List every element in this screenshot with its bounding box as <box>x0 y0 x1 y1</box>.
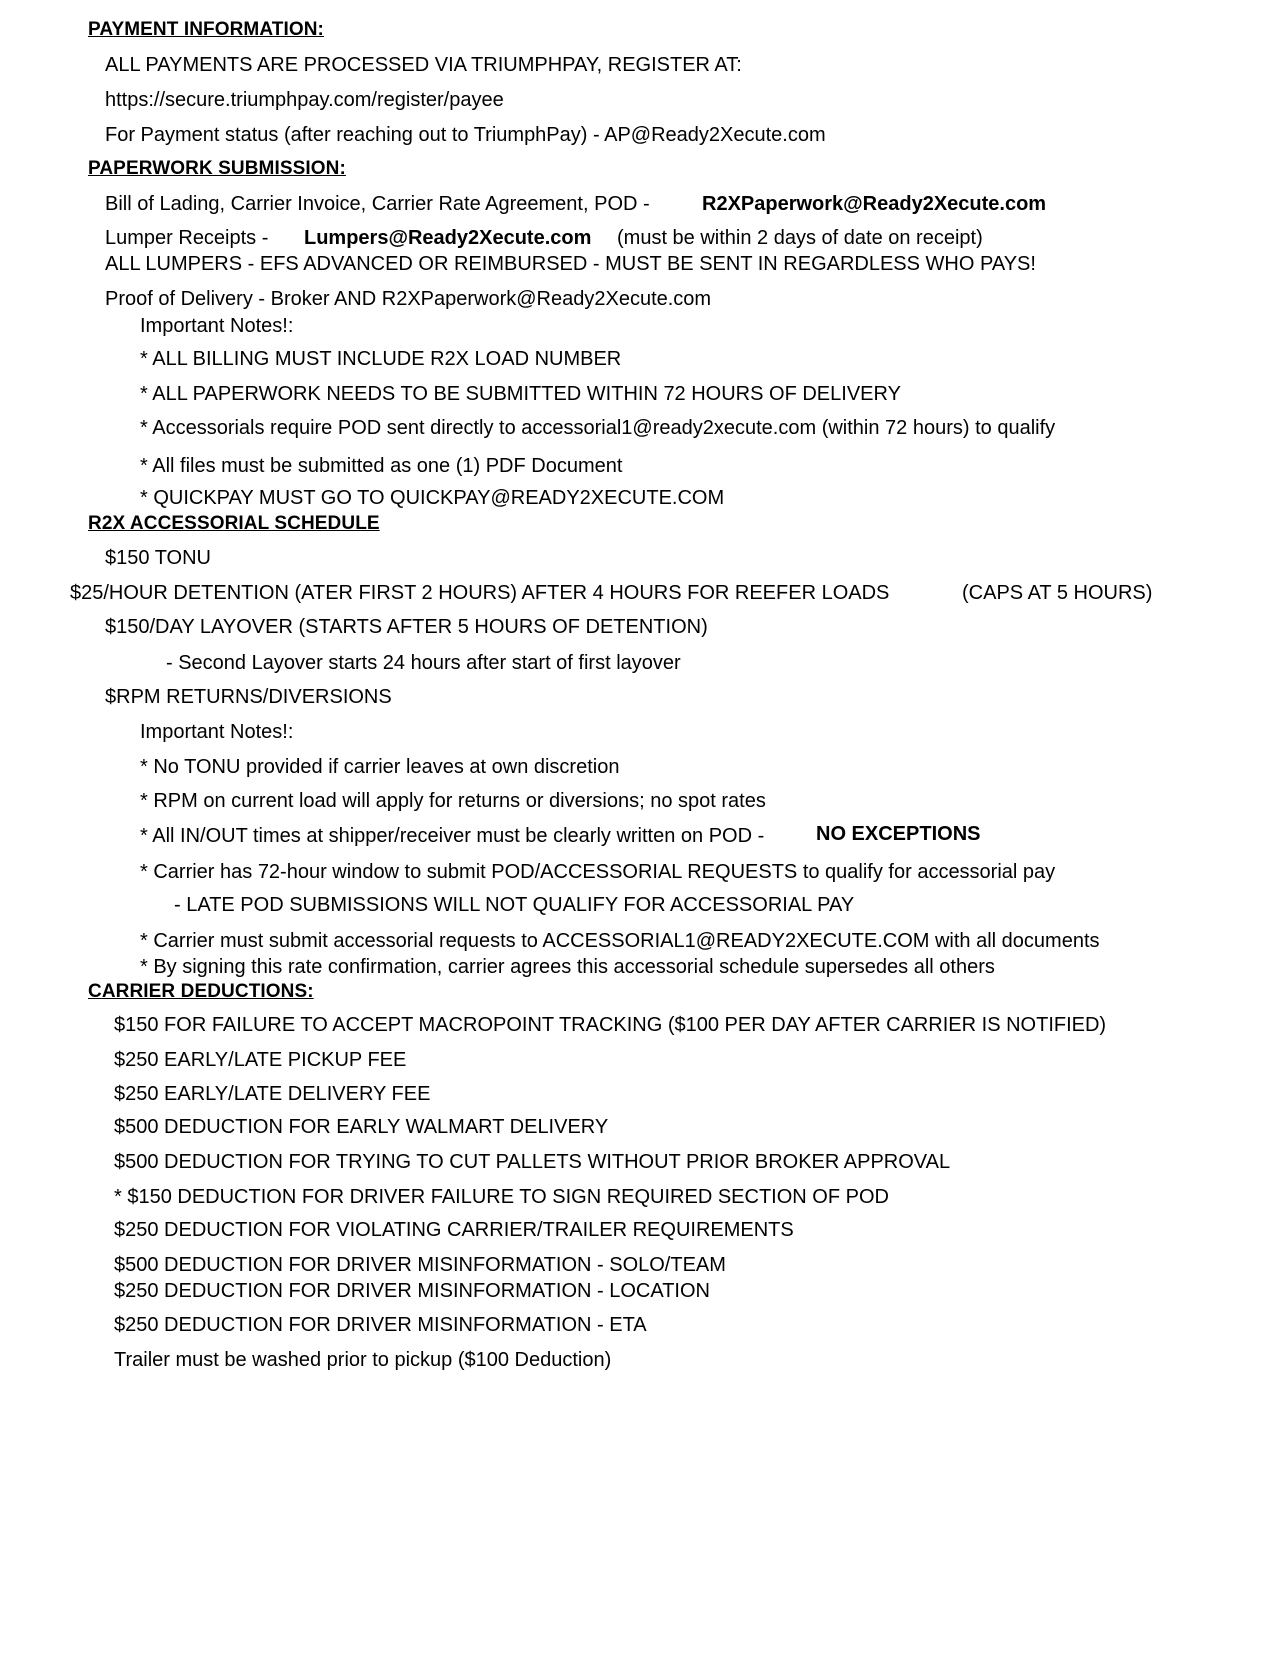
deductions-heading: CARRIER DEDUCTIONS: <box>88 981 314 1002</box>
accessorial-note: * Carrier has 72-hour window to submit POD/ACCESSORIAL REQUESTS to qualify for accessorial pay <box>140 861 1056 883</box>
accessorial-heading: R2X ACCESSORIAL SCHEDULE <box>88 513 380 534</box>
deduction-item: Trailer must be washed prior to pickup ($100 Deduction) <box>114 1349 612 1371</box>
payment-url[interactable]: https://secure.triumphpay.com/register/payee <box>105 89 504 111</box>
deduction-item: $250 DEDUCTION FOR DRIVER MISINFORMATION - LOCATION <box>114 1280 710 1302</box>
paperwork-note: * All files must be submitted as one (1) PDF Document <box>140 455 623 477</box>
detention-rate: $25/HOUR DETENTION (ATER FIRST 2 HOURS) AFTER 4 HOURS FOR REEFER LOADS <box>70 582 890 604</box>
accessorial-note: * RPM on current load will apply for returns or diversions; no spot rates <box>140 790 766 812</box>
paperwork-note: * ALL PAPERWORK NEEDS TO BE SUBMITTED WITHIN 72 HOURS OF DELIVERY <box>140 383 901 405</box>
paperwork-note: * ALL BILLING MUST INCLUDE R2X LOAD NUMBER <box>140 348 622 370</box>
paperwork-note: * QUICKPAY MUST GO TO QUICKPAY@READY2XECUTE.COM <box>140 487 725 509</box>
detention-cap: (CAPS AT 5 HOURS) <box>962 582 1153 604</box>
tonu-rate: $150 TONU <box>105 547 211 569</box>
deduction-item: $500 DEDUCTION FOR TRYING TO CUT PALLETS WITHOUT PRIOR BROKER APPROVAL <box>114 1151 951 1173</box>
lumper-email[interactable]: Lumpers@Ready2Xecute.com <box>304 227 592 249</box>
all-lumpers: ALL LUMPERS - EFS ADVANCED OR REIMBURSED - MUST BE SENT IN REGARDLESS WHO PAYS! <box>105 253 1036 275</box>
deduction-item: $500 DEDUCTION FOR EARLY WALMART DELIVERY <box>114 1116 609 1138</box>
deduction-item: $150 FOR FAILURE TO ACCEPT MACROPOINT TRACKING ($100 PER DAY AFTER CARRIER IS NOTIFIED) <box>114 1014 1107 1036</box>
accessorial-note: * All IN/OUT times at shipper/receiver must be clearly written on POD - <box>140 825 765 847</box>
payment-status: For Payment status (after reaching out to TriumphPay) - AP@Ready2Xecute.com <box>105 124 826 146</box>
no-exceptions: NO EXCEPTIONS <box>816 823 981 845</box>
deduction-item: $250 EARLY/LATE PICKUP FEE <box>114 1049 407 1071</box>
paperwork-note: * Accessorials require POD sent directly to accessorial1@ready2xecute.com (within 72 hours) to qualify <box>140 417 1056 439</box>
bol-email[interactable]: R2XPaperwork@Ready2Xecute.com <box>702 193 1047 215</box>
accessorial-note: * No TONU provided if carrier leaves at own discretion <box>140 756 620 778</box>
deduction-item: * $150 DEDUCTION FOR DRIVER FAILURE TO SIGN REQUIRED SECTION OF POD <box>114 1186 889 1208</box>
lumper-label: Lumper Receipts - <box>105 227 269 249</box>
accessorial-note: - LATE POD SUBMISSIONS WILL NOT QUALIFY FOR ACCESSORIAL PAY <box>174 894 855 916</box>
accessorial-note: * Carrier must submit accessorial requests to ACCESSORIAL1@READY2XECUTE.COM with all documents <box>140 930 1100 952</box>
proof-of-delivery: Proof of Delivery - Broker AND R2XPaperwork@Ready2Xecute.com <box>105 288 712 310</box>
second-layover: - Second Layover starts 24 hours after start of first layover <box>166 652 681 674</box>
deduction-item: $250 EARLY/LATE DELIVERY FEE <box>114 1083 431 1105</box>
accessorial-notes-title: Important Notes!: <box>140 721 294 743</box>
payment-line: ALL PAYMENTS ARE PROCESSED VIA TRIUMPHPAY, REGISTER AT: <box>105 54 742 76</box>
layover-rate: $150/DAY LAYOVER (STARTS AFTER 5 HOURS OF DETENTION) <box>105 616 708 638</box>
accessorial-note: * By signing this rate confirmation, carrier agrees this accessorial schedule supersedes all others <box>140 956 995 978</box>
rpm-returns: $RPM RETURNS/DIVERSIONS <box>105 686 392 708</box>
paperwork-heading: PAPERWORK SUBMISSION: <box>88 158 346 179</box>
deduction-item: $250 DEDUCTION FOR VIOLATING CARRIER/TRAILER REQUIREMENTS <box>114 1219 794 1241</box>
paperwork-notes-title: Important Notes!: <box>140 315 294 337</box>
deduction-item: $250 DEDUCTION FOR DRIVER MISINFORMATION - ETA <box>114 1314 647 1336</box>
deduction-item: $500 DEDUCTION FOR DRIVER MISINFORMATION - SOLO/TEAM <box>114 1254 726 1276</box>
lumper-note: (must be within 2 days of date on receipt) <box>617 227 983 249</box>
payment-heading: PAYMENT INFORMATION: <box>88 19 324 40</box>
bol-label: Bill of Lading, Carrier Invoice, Carrier Rate Agreement, POD - <box>105 193 650 215</box>
